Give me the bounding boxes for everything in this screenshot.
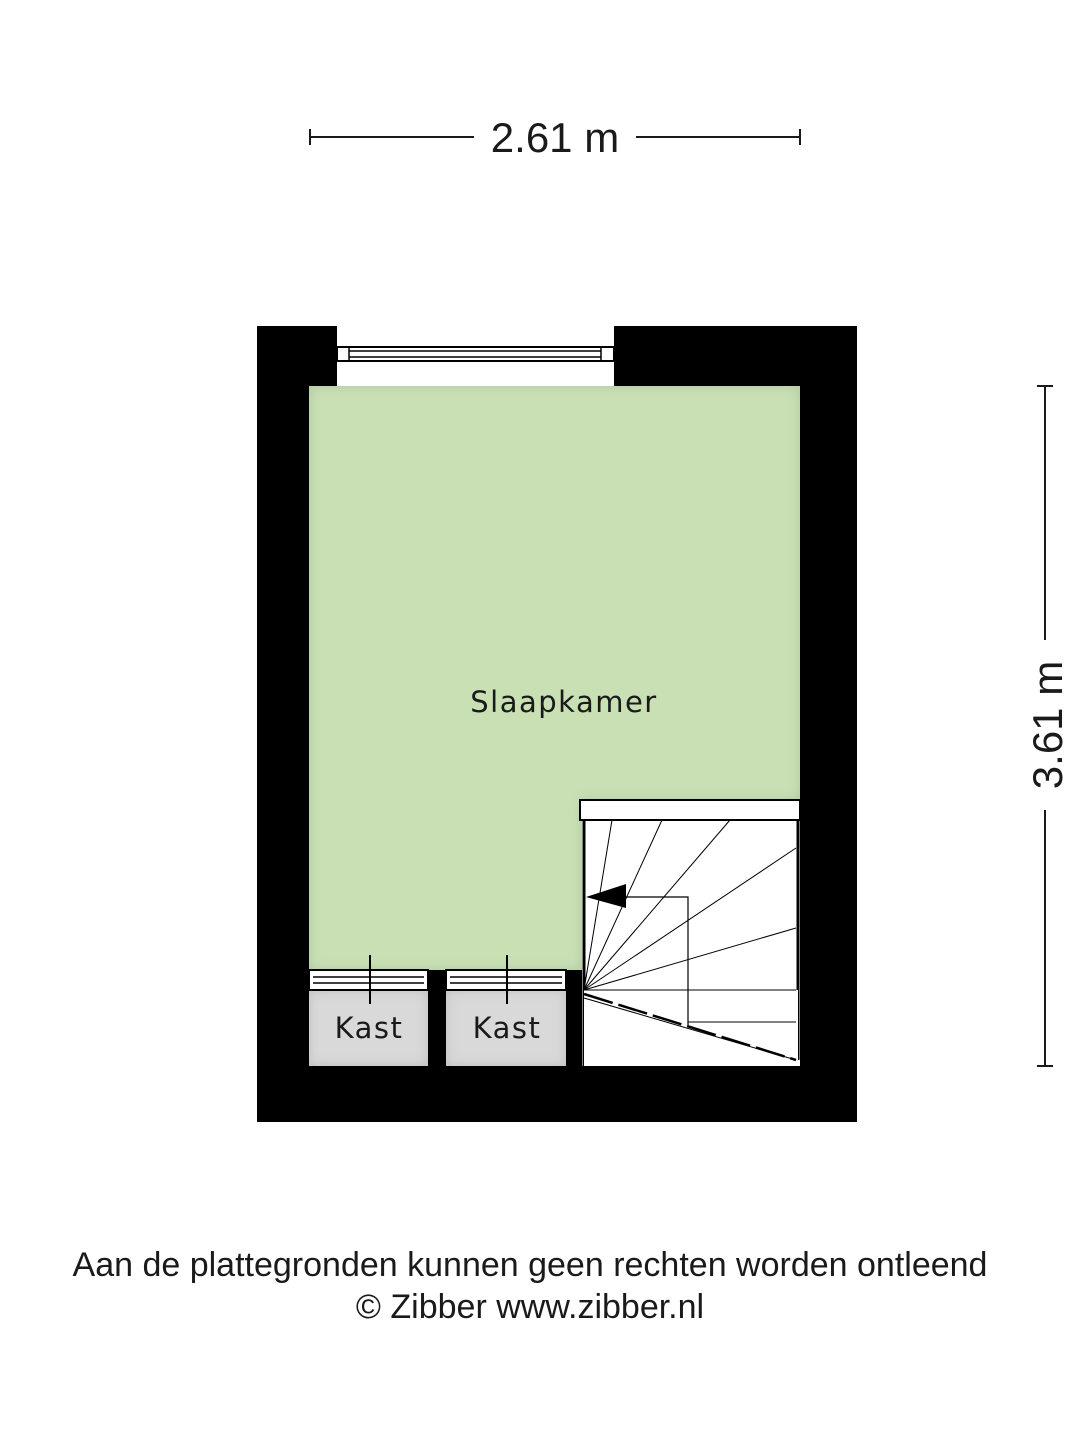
copyright-text: © Zibber www.zibber.nl	[355, 1288, 705, 1326]
staircase	[580, 800, 800, 1066]
width-label: 2.61 m	[490, 114, 620, 161]
room-label-kast-left: Kast	[334, 1011, 404, 1045]
width-dimension	[310, 114, 800, 161]
disclaimer-text: Aan de plattegronden kunnen geen rechten worden ontleend	[72, 1246, 988, 1284]
window-top	[337, 326, 614, 386]
height-dimension	[1024, 386, 1071, 1066]
room-label-kast-right: Kast	[472, 1011, 542, 1045]
room-label-slaapkamer: Slaapkamer	[470, 685, 658, 719]
height-label: 3.61 m	[1024, 660, 1071, 790]
